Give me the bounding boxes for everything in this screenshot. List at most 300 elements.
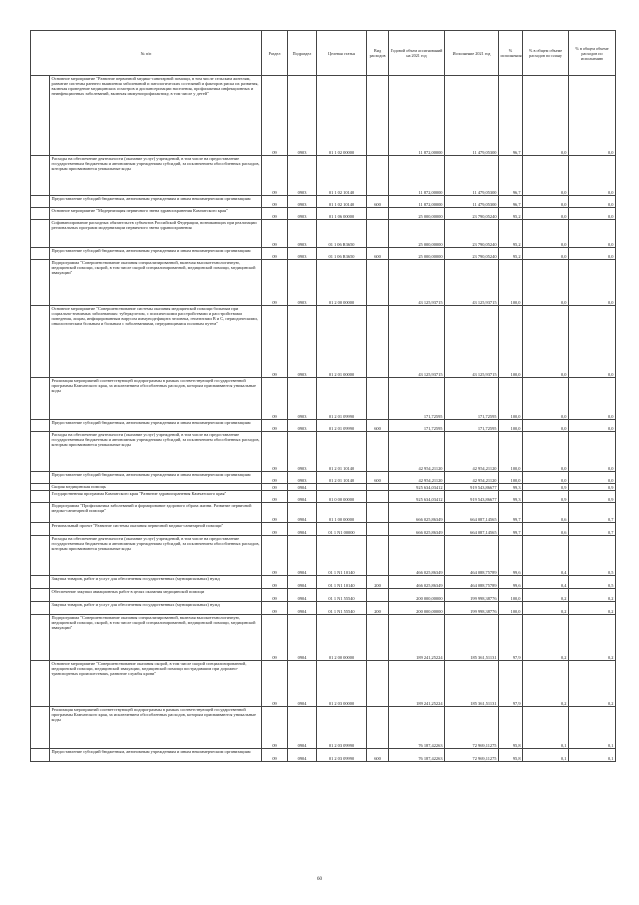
cell-target-article: 01 2 01 10140 — [317, 432, 367, 472]
cell-execution: 43 125,93715 — [445, 306, 499, 378]
cell-podrazdel: 0904 — [288, 503, 317, 523]
cell-expense-type — [367, 156, 389, 196]
cell-share-plan: 0,0 — [523, 306, 569, 378]
cell-num — [31, 220, 50, 248]
cell-podrazdel: 0903 — [288, 306, 317, 378]
cell-share-plan: 0,0 — [523, 76, 569, 156]
cell-target-article: 01 2 03 09990 — [317, 707, 367, 749]
cell-name: Основное мероприятие "Совершенствование оказания скорой, в том числе скорой специализированной, медицинской помощи, медицинской эвакуации, медицинской помощи пострадавшим при дорожно-транспортных происшествиях, развитие службы крови" — [50, 661, 262, 707]
cell-expense-type — [367, 220, 389, 248]
cell-num — [31, 749, 50, 762]
cell-target-article: 01 2 01 09990 — [317, 420, 367, 432]
cell-num — [31, 615, 50, 661]
cell-share-fact: 0,1 — [569, 707, 616, 749]
cell-annual-plan: 171,72595 — [389, 378, 445, 420]
cell-num — [31, 707, 50, 749]
cell-annual-plan: 76 187,42263 — [389, 749, 445, 762]
cell-expense-type — [367, 707, 389, 749]
cell-podrazdel: 0903 — [288, 248, 317, 260]
table-row — [31, 576, 616, 589]
table-row — [31, 76, 616, 156]
cell-razdel: 09 — [262, 432, 288, 472]
cell-expense-type — [367, 260, 389, 306]
cell-share-plan: 0,0 — [523, 248, 569, 260]
cell-share-plan: 0,9 — [523, 491, 569, 503]
cell-podrazdel: 0904 — [288, 576, 317, 589]
cell-target-article: 01 2 01 10140 — [317, 472, 367, 484]
cell-razdel: 09 — [262, 576, 288, 589]
cell-share-fact: 0,1 — [569, 749, 616, 762]
table-body — [31, 76, 616, 762]
cell-razdel: 09 — [262, 503, 288, 523]
header-execution: Исполнение 2021 год — [445, 31, 499, 76]
cell-num — [31, 260, 50, 306]
cell-execution: 171,72595 — [445, 378, 499, 420]
cell-num — [31, 76, 50, 156]
cell-num — [31, 420, 50, 432]
cell-target-article: 01 1 N1 10140 — [317, 576, 367, 589]
table-row — [31, 707, 616, 749]
cell-share-fact: 0,0 — [569, 420, 616, 432]
cell-share-fact: 0,0 — [569, 472, 616, 484]
cell-podrazdel: 0904 — [288, 536, 317, 576]
header-num: № п/п — [31, 31, 262, 76]
cell-num — [31, 536, 50, 576]
cell-annual-plan: 200 000,00000 — [389, 602, 445, 615]
cell-share-plan: 0,2 — [523, 589, 569, 602]
cell-podrazdel: 0904 — [288, 615, 317, 661]
table-row — [31, 260, 616, 306]
cell-name: Предоставление субсидий бюджетным, автономным учреждениям и иным некоммерческим организациям — [50, 248, 262, 260]
cell-annual-plan: 25 000,00000 — [389, 220, 445, 248]
cell-podrazdel: 0903 — [288, 378, 317, 420]
cell-name: Софинансирование расходных обязательств субъектов Российской Федерации, возникающих при реализации региональных программ модернизации первичного звена здравоохранения — [50, 220, 262, 248]
cell-execution: 199 998,38776 — [445, 589, 499, 602]
cell-share-plan: 0,1 — [523, 749, 569, 762]
cell-expense-type: 600 — [367, 248, 389, 260]
cell-podrazdel: 0903 — [288, 208, 317, 220]
header-share-plan: % в общем объеме расходов по плану — [523, 31, 569, 76]
cell-name: Закупка товаров, работ и услуг для обеспечения государственных (муниципальных) нужд — [50, 602, 262, 615]
cell-share-fact: 0,0 — [569, 196, 616, 208]
cell-share-plan: 0,2 — [523, 602, 569, 615]
cell-share-plan: 0,6 — [523, 503, 569, 523]
cell-share-fact: 0,0 — [569, 432, 616, 472]
cell-num — [31, 248, 50, 260]
cell-target-article: 01 2 03 09990 — [317, 749, 367, 762]
cell-execution-pct: 100,0 — [499, 306, 523, 378]
header-razdel: Раздел — [262, 31, 288, 76]
cell-annual-plan: 925 634,03412 — [389, 491, 445, 503]
cell-num — [31, 661, 50, 707]
cell-num — [31, 208, 50, 220]
cell-annual-plan: 76 187,42263 — [389, 707, 445, 749]
cell-share-plan: 0,4 — [523, 576, 569, 589]
cell-razdel: 09 — [262, 208, 288, 220]
cell-share-fact: 0,0 — [569, 260, 616, 306]
cell-razdel: 09 — [262, 420, 288, 432]
cell-annual-plan: 200 000,00000 — [389, 589, 445, 602]
cell-name: Подпрограмма "Профилактика заболеваний и формирование здорового образа жизни. Развитие первичной медико-санитарной помощи" — [50, 503, 262, 523]
cell-annual-plan: 666 025,86349 — [389, 503, 445, 523]
cell-share-plan: 0,1 — [523, 707, 569, 749]
cell-execution: 42 954,21120 — [445, 432, 499, 472]
cell-expense-type — [367, 491, 389, 503]
cell-podrazdel: 0904 — [288, 661, 317, 707]
cell-razdel: 09 — [262, 484, 288, 491]
cell-execution: 664 087,14565 — [445, 503, 499, 523]
table-row — [31, 220, 616, 248]
table-row — [31, 536, 616, 576]
cell-share-fact: 0,0 — [569, 378, 616, 420]
table-header-row — [31, 31, 616, 76]
cell-execution: 72 969,11275 — [445, 749, 499, 762]
cell-target-article: 01 1 02 10140 — [317, 196, 367, 208]
cell-execution-pct: 100,0 — [499, 432, 523, 472]
cell-execution: 43 125,93715 — [445, 260, 499, 306]
cell-execution-pct: 100,0 — [499, 260, 523, 306]
cell-target-article: 01 1 02 00000 — [317, 76, 367, 156]
cell-name: Предоставление субсидий бюджетным, автономным учреждениям и иным некоммерческим организациям — [50, 749, 262, 762]
cell-execution-pct: 99,7 — [499, 523, 523, 536]
cell-execution-pct: 100,0 — [499, 589, 523, 602]
cell-execution: 11 479,05300 — [445, 76, 499, 156]
cell-annual-plan: 171,72595 — [389, 420, 445, 432]
cell-target-article: 01 1 06 R3650 — [317, 248, 367, 260]
cell-share-fact: 0,2 — [569, 589, 616, 602]
cell-name: Расходы на обеспечение деятельности (оказание услуг) учреждений, в том числе на предоставление государственным бюджетным и автономным учреждениям субсидий, за исключением обособленных расходов, которым присваиваются уникальные коды — [50, 536, 262, 576]
cell-num — [31, 576, 50, 589]
cell-podrazdel: 0904 — [288, 707, 317, 749]
cell-execution-pct: 100,0 — [499, 602, 523, 615]
cell-execution: 185 361,51131 — [445, 661, 499, 707]
table-row — [31, 602, 616, 615]
cell-share-fact: 0,0 — [569, 76, 616, 156]
cell-share-plan: 0,0 — [523, 378, 569, 420]
cell-share-fact: 0,0 — [569, 220, 616, 248]
cell-podrazdel: 0904 — [288, 589, 317, 602]
cell-podrazdel: 0903 — [288, 472, 317, 484]
cell-name: Расходы на обеспечение деятельности (оказание услуг) учреждений, в том числе на предоставление государственным бюджетным и автономным учреждениям субсидий, за исключением обособленных расходов, которым присваиваются уникальные коды — [50, 432, 262, 472]
cell-name: Закупка товаров, работ и услуг для обеспечения государственных (муниципальных) нужд — [50, 576, 262, 589]
cell-target-article: 01 1 06 R3650 — [317, 220, 367, 248]
cell-share-fact: 0,2 — [569, 615, 616, 661]
cell-expense-type — [367, 589, 389, 602]
cell-razdel: 09 — [262, 661, 288, 707]
cell-share-plan: 0,9 — [523, 484, 569, 491]
cell-execution: 464 088,75789 — [445, 576, 499, 589]
cell-annual-plan: 42 954,21120 — [389, 432, 445, 472]
cell-razdel: 09 — [262, 472, 288, 484]
cell-name: Подпрограмма "Совершенствование оказания специализированной, включая высокотехнологичную, медицинской помощи, скорой, в том числе скорой специализированной, медицинской помощи, медицинской эвакуации" — [50, 615, 262, 661]
table-row — [31, 503, 616, 523]
budget-sheet — [30, 30, 615, 762]
cell-target-article: 01 1 N1 55540 — [317, 589, 367, 602]
cell-expense-type: 600 — [367, 196, 389, 208]
cell-share-plan: 0,0 — [523, 196, 569, 208]
cell-razdel: 09 — [262, 156, 288, 196]
cell-num — [31, 378, 50, 420]
cell-annual-plan: 11 872,00000 — [389, 196, 445, 208]
cell-execution-pct: 96,7 — [499, 156, 523, 196]
header-target-article: Целевая статья — [317, 31, 367, 76]
cell-target-article: 01 1 02 10140 — [317, 156, 367, 196]
cell-podrazdel: 0903 — [288, 260, 317, 306]
cell-expense-type — [367, 208, 389, 220]
cell-podrazdel: 0904 — [288, 523, 317, 536]
cell-share-plan: 0,0 — [523, 156, 569, 196]
cell-execution-pct: 99,6 — [499, 536, 523, 576]
cell-expense-type — [367, 523, 389, 536]
cell-annual-plan: 43 125,93715 — [389, 260, 445, 306]
cell-razdel: 09 — [262, 707, 288, 749]
cell-share-plan: 0,0 — [523, 420, 569, 432]
cell-target-article: 01 1 06 00000 — [317, 208, 367, 220]
table-row — [31, 484, 616, 491]
cell-razdel: 09 — [262, 749, 288, 762]
cell-podrazdel: 0904 — [288, 602, 317, 615]
header-execution-pct: % исполнения — [499, 31, 523, 76]
cell-num — [31, 602, 50, 615]
cell-execution: 185 361,51131 — [445, 615, 499, 661]
table-row — [31, 420, 616, 432]
cell-annual-plan: 42 954,21120 — [389, 472, 445, 484]
cell-execution: 919 543,86677 — [445, 491, 499, 503]
cell-name: Скорая медицинская помощь — [50, 484, 262, 491]
cell-share-fact: 0,0 — [569, 156, 616, 196]
cell-target-article: 01 2 03 00000 — [317, 661, 367, 707]
cell-razdel: 09 — [262, 378, 288, 420]
cell-target-article: 01 2 00 00000 — [317, 615, 367, 661]
cell-expense-type: 200 — [367, 576, 389, 589]
cell-annual-plan: 43 125,93715 — [389, 306, 445, 378]
cell-annual-plan: 666 025,86349 — [389, 523, 445, 536]
table-row — [31, 523, 616, 536]
cell-expense-type: 600 — [367, 420, 389, 432]
cell-execution: 72 969,11275 — [445, 707, 499, 749]
cell-share-fact: 0,5 — [569, 576, 616, 589]
cell-target-article — [317, 484, 367, 491]
cell-execution-pct: 99,3 — [499, 491, 523, 503]
cell-podrazdel: 0903 — [288, 420, 317, 432]
cell-share-plan: 0,0 — [523, 220, 569, 248]
cell-annual-plan: 11 872,00000 — [389, 76, 445, 156]
table-row — [31, 378, 616, 420]
cell-execution-pct: 97,9 — [499, 661, 523, 707]
cell-expense-type — [367, 615, 389, 661]
cell-share-fact: 0,9 — [569, 484, 616, 491]
cell-expense-type — [367, 503, 389, 523]
cell-share-plan: 0,2 — [523, 615, 569, 661]
cell-execution: 171,72595 — [445, 420, 499, 432]
cell-share-plan: 0,2 — [523, 661, 569, 707]
table-row — [31, 491, 616, 503]
cell-target-article: 01 0 00 00000 — [317, 491, 367, 503]
cell-num — [31, 484, 50, 491]
cell-execution: 23 790,05240 — [445, 208, 499, 220]
cell-execution: 664 087,14565 — [445, 523, 499, 536]
table-row — [31, 248, 616, 260]
cell-name: Основное мероприятие "Модернизация первичного звена здравоохранения Камчатского края" — [50, 208, 262, 220]
cell-expense-type: 600 — [367, 472, 389, 484]
header-expense-type: Вид расходов — [367, 31, 389, 76]
cell-target-article: 01 1 N1 10140 — [317, 536, 367, 576]
cell-name: Государственная программа Камчатского края "Развитие здравоохранения Камчатского края" — [50, 491, 262, 503]
cell-execution: 11 479,05300 — [445, 196, 499, 208]
cell-razdel: 09 — [262, 248, 288, 260]
cell-num — [31, 156, 50, 196]
cell-name: Реализация мероприятий соответствующей подпрограммы в рамках соответствующей государственной программы Камчатского края, за исключением обособленных расходов, которым присваиваются уникальные коды — [50, 707, 262, 749]
cell-target-article: 01 1 N1 00000 — [317, 523, 367, 536]
cell-execution-pct: 100,0 — [499, 378, 523, 420]
header-share-fact: % в общем объеме расходов по исполнению — [569, 31, 616, 76]
cell-podrazdel: 0904 — [288, 484, 317, 491]
cell-podrazdel: 0903 — [288, 156, 317, 196]
cell-expense-type: 200 — [367, 602, 389, 615]
budget-execution-table — [30, 30, 616, 762]
table-row — [31, 661, 616, 707]
cell-annual-plan: 466 025,86349 — [389, 576, 445, 589]
cell-expense-type — [367, 661, 389, 707]
cell-execution-pct: 100,0 — [499, 472, 523, 484]
cell-podrazdel: 0903 — [288, 432, 317, 472]
cell-target-article: 01 1 N1 55540 — [317, 602, 367, 615]
cell-name: Обеспечение закупки авиационных работ в целях оказания медицинской помощи — [50, 589, 262, 602]
cell-num — [31, 306, 50, 378]
cell-share-plan: 0,0 — [523, 260, 569, 306]
cell-execution-pct: 95,2 — [499, 220, 523, 248]
cell-annual-plan: 11 872,00000 — [389, 156, 445, 196]
cell-expense-type — [367, 432, 389, 472]
cell-num — [31, 491, 50, 503]
cell-razdel: 09 — [262, 260, 288, 306]
cell-share-plan: 0,4 — [523, 536, 569, 576]
table-row — [31, 156, 616, 196]
cell-execution-pct: 100,0 — [499, 420, 523, 432]
table-row — [31, 472, 616, 484]
cell-execution-pct: 99,3 — [499, 484, 523, 491]
cell-name: Расходы на обеспечение деятельности (оказание услуг) учреждений, в том числе на предоставление государственным бюджетным и автономным учреждениям субсидий, за исключением обособленных расходов, которым присваиваются уникальные коды — [50, 156, 262, 196]
table-row — [31, 196, 616, 208]
header-annual-plan: Годовой объем ассигнований на 2021 год — [389, 31, 445, 76]
cell-share-fact: 0,0 — [569, 306, 616, 378]
cell-name: Основное мероприятие "Развитие первичной медико-санитарной помощи, в том числе сельским жителям, развитие системы раннего выявления заболеваний и патологических состояний и факторов риска их развития, включая проведение медицинских осмотров и диспансеризации населения, профилактика инфекционных и неинфекционных заболеваний, включая иммунопрофилактику, в том числе у детей" — [50, 76, 262, 156]
cell-execution: 199 998,38776 — [445, 602, 499, 615]
cell-annual-plan: 25 000,00000 — [389, 208, 445, 220]
cell-name: Предоставление субсидий бюджетным, автономным учреждениям и иным некоммерческим организациям — [50, 196, 262, 208]
cell-razdel: 09 — [262, 615, 288, 661]
cell-annual-plan: 466 025,86349 — [389, 536, 445, 576]
cell-execution: 11 479,05300 — [445, 156, 499, 196]
cell-razdel: 09 — [262, 196, 288, 208]
cell-razdel: 09 — [262, 523, 288, 536]
cell-razdel: 09 — [262, 536, 288, 576]
cell-expense-type — [367, 484, 389, 491]
cell-podrazdel: 0904 — [288, 491, 317, 503]
cell-share-fact: 0,0 — [569, 248, 616, 260]
cell-razdel: 09 — [262, 306, 288, 378]
cell-podrazdel: 0903 — [288, 220, 317, 248]
cell-target-article: 01 2 00 00000 — [317, 260, 367, 306]
cell-share-fact: 0,7 — [569, 523, 616, 536]
cell-execution: 23 790,05240 — [445, 248, 499, 260]
table-row — [31, 208, 616, 220]
page-number: 60 — [317, 877, 322, 882]
cell-name: Подпрограмма "Совершенствование оказания специализированной, включая высокотехнологичную, медицинской помощи, скорой, в том числе скорой специализированной, медицинской помощи, медицинской эвакуации" — [50, 260, 262, 306]
cell-expense-type: 600 — [367, 749, 389, 762]
cell-execution: 23 790,05240 — [445, 220, 499, 248]
cell-target-article: 01 2 01 00000 — [317, 306, 367, 378]
cell-annual-plan: 189 241,25224 — [389, 615, 445, 661]
cell-target-article: 01 2 01 09990 — [317, 378, 367, 420]
cell-execution-pct: 96,7 — [499, 76, 523, 156]
cell-share-plan: 0,6 — [523, 523, 569, 536]
cell-name: Региональный проект "Развитие системы оказания первичной медико-санитарной помощи" — [50, 523, 262, 536]
cell-annual-plan: 925 634,03412 — [389, 484, 445, 491]
cell-name: Основное мероприятие "Совершенствование системы оказания медицинской помощи больным при социально-значимых заболеваниях: туберкулезом, с психическими расстройствами и расстройствами поведения, лицам, инфицированным вирусом иммунодефицита человека, гепатитами В и С, периодическими, онкологическим больным и больным с заболеваниями, передающимися половым путем" — [50, 306, 262, 378]
cell-razdel: 09 — [262, 220, 288, 248]
cell-razdel: 09 — [262, 76, 288, 156]
cell-execution-pct: 96,7 — [499, 196, 523, 208]
cell-execution-pct: 95,2 — [499, 208, 523, 220]
cell-share-fact: 0,0 — [569, 208, 616, 220]
cell-razdel: 09 — [262, 491, 288, 503]
cell-share-plan: 0,0 — [523, 472, 569, 484]
cell-annual-plan: 25 000,00000 — [389, 248, 445, 260]
cell-expense-type — [367, 536, 389, 576]
cell-execution-pct: 95,2 — [499, 248, 523, 260]
table-row — [31, 432, 616, 472]
cell-num — [31, 196, 50, 208]
cell-execution-pct: 95,8 — [499, 707, 523, 749]
cell-share-plan: 0,0 — [523, 208, 569, 220]
table-row — [31, 589, 616, 602]
cell-execution-pct: 95,8 — [499, 749, 523, 762]
cell-share-fact: 0,2 — [569, 602, 616, 615]
header-podrazdel: Подраздел — [288, 31, 317, 76]
cell-share-plan: 0,0 — [523, 432, 569, 472]
cell-share-fact: 0,7 — [569, 503, 616, 523]
cell-num — [31, 432, 50, 472]
cell-share-fact: 0,5 — [569, 536, 616, 576]
cell-target-article: 01 1 00 00000 — [317, 503, 367, 523]
cell-execution: 42 954,21120 — [445, 472, 499, 484]
cell-expense-type — [367, 306, 389, 378]
table-row — [31, 749, 616, 762]
cell-execution-pct: 99,6 — [499, 576, 523, 589]
cell-execution-pct: 97,9 — [499, 615, 523, 661]
cell-num — [31, 589, 50, 602]
cell-podrazdel: 0903 — [288, 196, 317, 208]
cell-expense-type — [367, 76, 389, 156]
cell-expense-type — [367, 378, 389, 420]
cell-annual-plan: 189 241,25224 — [389, 661, 445, 707]
cell-podrazdel: 0903 — [288, 76, 317, 156]
cell-name: Предоставление субсидий бюджетным, автономным учреждениям и иным некоммерческим организациям — [50, 472, 262, 484]
table-row — [31, 306, 616, 378]
cell-name: Предоставление субсидий бюджетным, автономным учреждениям и иным некоммерческим организациям — [50, 420, 262, 432]
table-row — [31, 615, 616, 661]
cell-num — [31, 523, 50, 536]
cell-share-fact: 0,9 — [569, 491, 616, 503]
cell-execution: 919 543,86677 — [445, 484, 499, 491]
cell-razdel: 09 — [262, 602, 288, 615]
cell-razdel: 09 — [262, 589, 288, 602]
cell-name: Реализация мероприятий соответствующей подпрограммы в рамках соответствующей государственной программы Камчатского края, за исключением обособленных расходов, которым присваиваются уникальные коды — [50, 378, 262, 420]
cell-num — [31, 503, 50, 523]
cell-execution-pct: 99,7 — [499, 503, 523, 523]
cell-num — [31, 472, 50, 484]
